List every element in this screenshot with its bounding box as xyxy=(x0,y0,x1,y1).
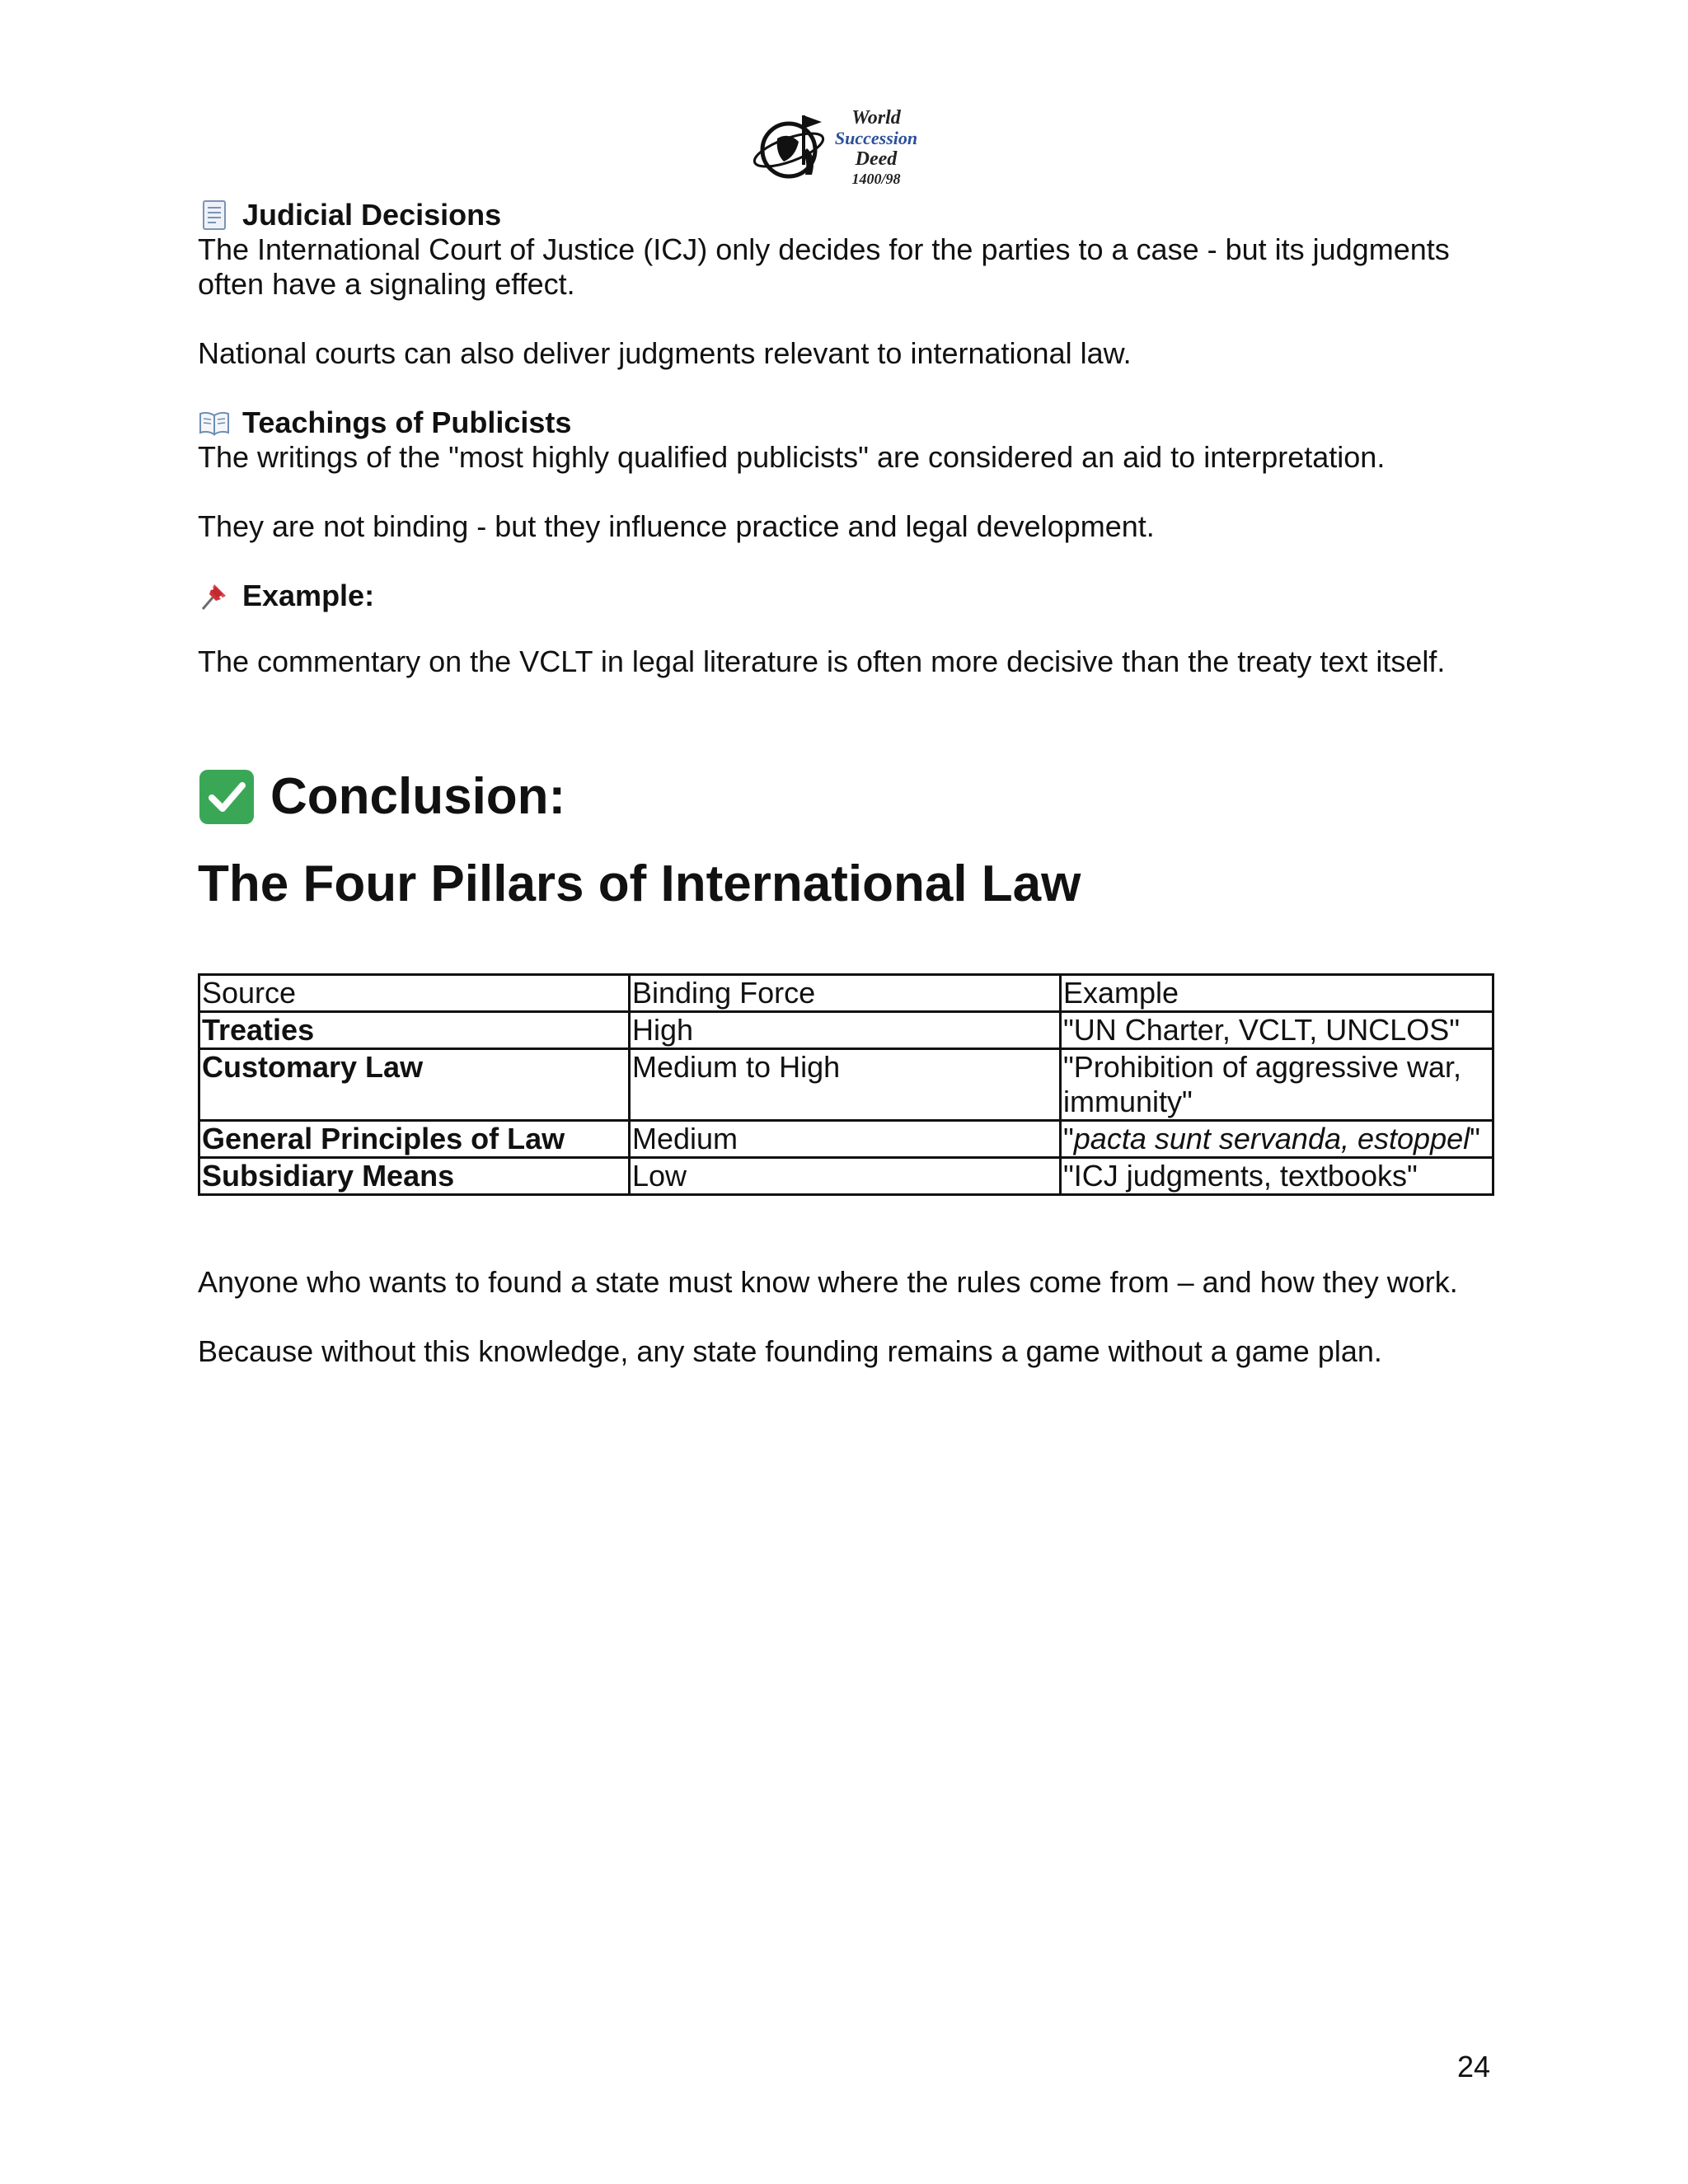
example-heading xyxy=(198,579,1492,613)
teachings-title: Teachings of Publicists xyxy=(242,405,572,439)
table-header-row xyxy=(199,975,1493,1012)
judicial-decisions-title: Judicial Decisions xyxy=(242,198,502,232)
world-succession-deed-logo xyxy=(746,99,935,194)
table-row xyxy=(199,1121,1493,1158)
table-cell-force: Medium to High xyxy=(630,1049,1061,1121)
closing-paragraph-1: Anyone who wants to found a state must know where the rules come from – and how they work. xyxy=(198,1265,1458,1299)
open-book-icon xyxy=(198,406,231,439)
pushpin-icon xyxy=(198,579,231,612)
conclusion-title: Conclusion: xyxy=(270,768,566,825)
page-number: 24 xyxy=(1456,2050,1490,2083)
table-cell-source: Treaties xyxy=(199,1012,630,1049)
example-italic-text: pacta sunt servanda, estoppel xyxy=(1073,1122,1470,1155)
teachings-paragraph-2: They are not binding - but they influence practice and legal development. xyxy=(198,509,1155,543)
receipt-icon xyxy=(198,199,231,232)
table-header-binding-force: Binding Force xyxy=(630,975,1061,1012)
table-cell-source: General Principles of Law xyxy=(199,1121,630,1158)
conclusion-heading xyxy=(198,766,1492,828)
closing-paragraph-2: Because without this knowledge, any state founding remains a game without a game plan. xyxy=(198,1334,1382,1368)
pillars-table xyxy=(198,973,1494,1196)
check-mark-icon xyxy=(198,768,256,826)
example-quote-close: " xyxy=(1470,1122,1480,1155)
table-header-source: Source xyxy=(199,975,630,1012)
table-cell-example xyxy=(1061,1121,1493,1158)
table-row xyxy=(199,1158,1493,1195)
logo-text-deed: Deed xyxy=(855,148,898,170)
table-header-example: Example xyxy=(1061,975,1493,1012)
teachings-heading xyxy=(198,405,1492,440)
logo-text-succession: Succession xyxy=(834,128,918,148)
table-row xyxy=(199,1049,1493,1121)
logo-text-year: 1400/98 xyxy=(851,171,901,187)
table-cell-force: High xyxy=(630,1012,1061,1049)
page-content xyxy=(198,198,1492,1369)
table-row xyxy=(199,1012,1493,1049)
table-cell-example: "UN Charter, VCLT, UNCLOS" xyxy=(1061,1012,1493,1049)
table-cell-source: Subsidiary Means xyxy=(199,1158,630,1195)
table-cell-example: "Prohibition of aggressive war, immunity" xyxy=(1061,1049,1493,1121)
example-quote-open: " xyxy=(1063,1122,1074,1155)
table-cell-force: Medium xyxy=(630,1121,1061,1158)
table-cell-example: "ICJ judgments, textbooks" xyxy=(1061,1158,1493,1195)
judicial-paragraph-1: The International Court of Justice (ICJ) only decides for the parties to a case - but its judgments often have a signaling effect. xyxy=(198,232,1450,301)
logo-text-world: World xyxy=(851,107,901,129)
teachings-paragraph-1: The writings of the "most highly qualified publicists" are considered an aid to interpretation. xyxy=(198,440,1386,474)
table-cell-force: Low xyxy=(630,1158,1061,1195)
example-paragraph: The commentary on the VCLT in legal literature is often more decisive than the treaty text itself. xyxy=(198,644,1446,678)
judicial-decisions-heading xyxy=(198,198,1492,232)
table-cell-source: Customary Law xyxy=(199,1049,630,1121)
example-title: Example: xyxy=(242,579,375,612)
judicial-paragraph-2: National courts can also deliver judgments relevant to international law. xyxy=(198,336,1132,370)
four-pillars-title: The Four Pillars of International Law xyxy=(198,855,1081,912)
